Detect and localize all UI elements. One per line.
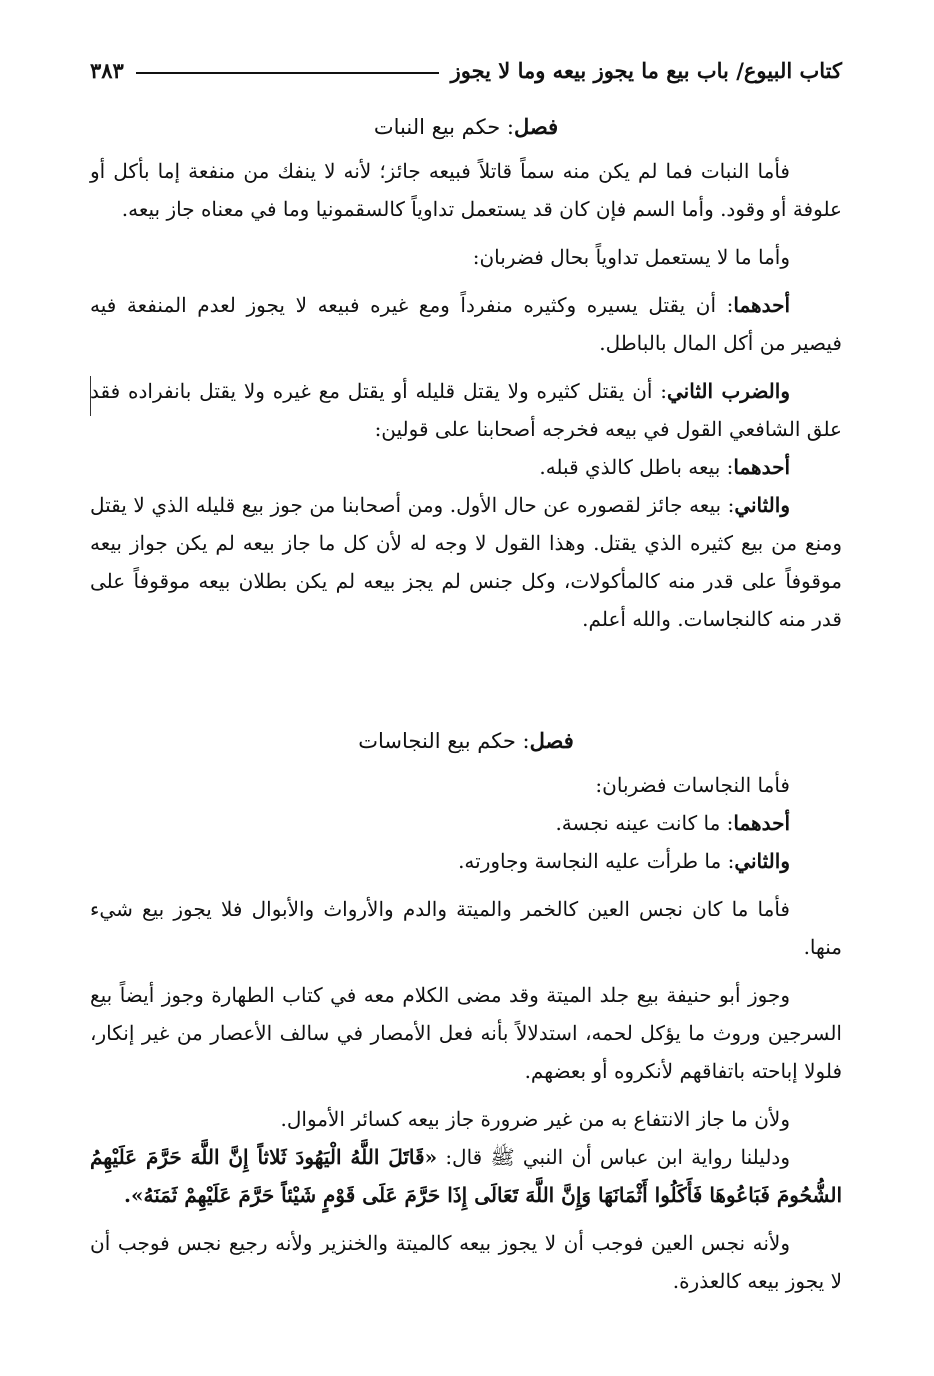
paragraph (90, 286, 842, 362)
term-label: أحدهما (733, 811, 790, 835)
page-body (90, 108, 842, 1310)
paragraph (90, 448, 842, 486)
section-title-impurities (90, 722, 842, 760)
term-text: : أن يقتل كثيره ولا يقتل قليله أو يقتل مع غيره ولا يقتل بانفراده فقد علق الشافعي القول في بيعه فخرجه أصحابنا على قولين: (90, 379, 842, 441)
hadith-intro: ودليلنا رواية ابن عباس أن النبي ﷺ قال: (437, 1145, 791, 1169)
term-label: أحدهما (733, 293, 790, 317)
section-title-plants (90, 108, 842, 146)
header-rule (136, 72, 439, 74)
paragraph (90, 486, 842, 638)
section-label: فصل (513, 114, 559, 139)
term-label: أحدهما (733, 455, 790, 479)
term-label: والثاني (734, 493, 790, 517)
term-text: : بيعه باطل كالذي قبله. (539, 455, 734, 479)
term-text: : ما طرأت عليه النجاسة وجاورته. (458, 849, 735, 873)
hadith-quote: «قَاتَلَ اللَّهُ الْيَهُودَ ثَلاثاً إِنَّ اللَّهَ حَرَّمَ عَلَيْهِمُ الشُّحُومَ فَبَاعُوهَا فَأَكَلُوا أَثْمَانَهَا وَإِنَّ اللَّهَ تَعَالَى إِذَا حَرَّمَ عَلَى قَوْمٍ شَيْئاً حَرَّمَ عَلَيْهِمْ ثَمَنَهُ». (90, 1145, 842, 1207)
term-label: والثاني (734, 849, 790, 873)
term-text: : بيعه جائز لقصوره عن حال الأول. ومن أصحابنا من جوز بيع قليله الذي لا يقتل ومنع من بيع كثيره الذي يقتل. وهذا القول لا وجه له لأن كل ما جاز بيعه لم يكن جواز بيعه موقوفاً على قدر منه كالمأكولات، وكل جنس لم يجز بيعه لم يكن بطلان بيعه موقوفاً على قدر منه كالنجاسات. والله أعلم. (90, 493, 842, 631)
term-text: : ما كانت عينه نجسة. (555, 811, 734, 835)
paragraph: وأما ما لا يستعمل تداوياً بحال فضربان: (472, 245, 790, 269)
term-text: : أن يقتل يسيره وكثيره منفرداً ومع غيره فبيعه لا يجوز لعدم المنفعة فيه فيصير من أكل المال بالباطل. (90, 293, 842, 355)
paragraph: ولأن ما جاز الانتفاع به من غير ضرورة جاز بيعه كسائر الأموال. (280, 1107, 790, 1131)
running-title: كتاب البيوع/ باب بيع ما يجوز بيعه وما لا يجوز (450, 58, 842, 83)
section-heading: : حكم بيع النبات (373, 115, 514, 139)
list-line: فأما النجاسات فضربان: (595, 773, 790, 797)
page-number: ٣٨٣ (90, 58, 124, 83)
paragraph: وجوز أبو حنيفة بيع جلد الميتة وقد مضى الكلام معه في كتاب الطهارة وجوز أيضاً بيع السرجين وروث ما يؤكل لحمه، استدلالاً بأنه فعل الأمصار في سالف الأعصار من غير إنكار، فلولا إباحته باتفاقهم لأنكروه أو بعضهم. (90, 983, 842, 1083)
section-gap (90, 648, 842, 722)
hadith-paragraph (90, 1138, 842, 1214)
list-line (90, 842, 842, 880)
paragraph: فأما النبات فما لم يكن منه سماً قاتلاً فبيعه جائز؛ لأنه لا ينفك من منفعة إما بأكل أو علوفة أو وقود. وأما السم فإن كان قد يستعمل تداوياً كالسقمونيا وما في معناه جاز بيعه. (90, 159, 842, 221)
list-line (90, 804, 842, 842)
section-heading: : حكم بيع النجاسات (358, 729, 530, 753)
running-header (90, 58, 842, 83)
paragraph: ولأنه نجس العين فوجب أن لا يجوز بيعه كالميتة والخنزير ولأنه رجيع نجس فوجب أن لا يجوز بيعه كالعذرة. (90, 1231, 842, 1293)
paragraph (90, 372, 842, 448)
paragraph: فأما ما كان نجس العين كالخمر والميتة والدم والأرواث والأبوال فلا يجوز بيع شيء منها. (90, 897, 842, 959)
section-label: فصل (529, 728, 574, 753)
term-label: والضرب الثاني (667, 379, 790, 403)
